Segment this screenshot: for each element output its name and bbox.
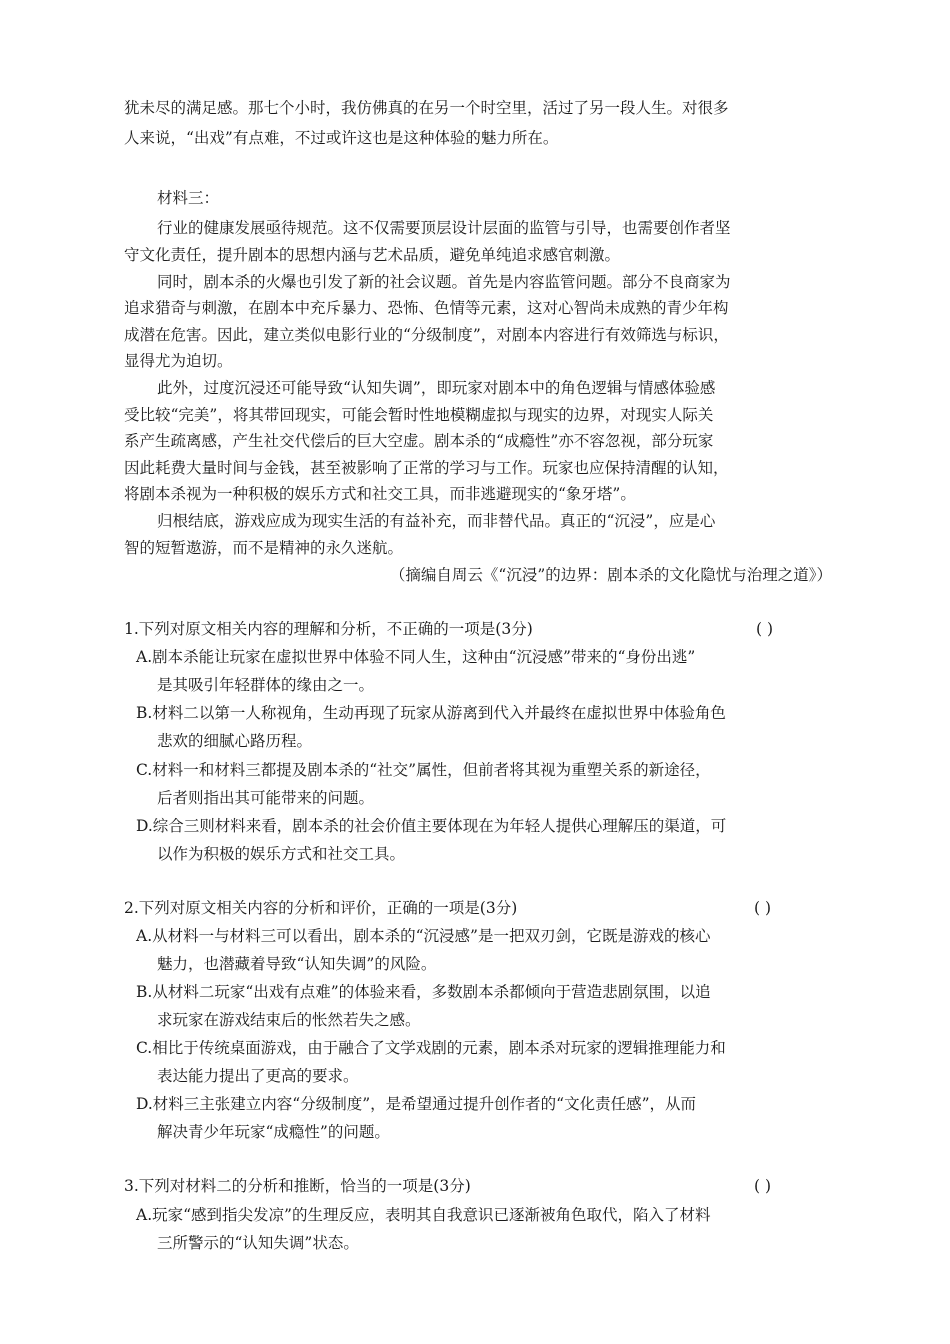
option-a-cont: 是其吸引年轻群体的缘由之一。 [157, 676, 375, 694]
material3-line: 守文化责任，提升剧本的思想内涵与艺术品质，避免单纯追求感官刺激。 [124, 246, 621, 264]
continued-line: 人来说，“出戏”有点难，不过或许这也是这种体验的魅力所在。 [124, 129, 559, 147]
question-stem: 2.下列对原文相关内容的分析和评价，正确的一项是(3分) [124, 899, 518, 917]
option-d-cont: 解决青少年玩家“成瘾性”的问题。 [157, 1123, 390, 1141]
option-b-cont: 悲欢的细腻心路历程。 [157, 732, 313, 750]
option-a: A.从材料一与材料三可以看出，剧本杀的“沉浸感”是一把双刃剑，它既是游戏的核心 [136, 927, 711, 945]
material3-line: 将剧本杀视为一种积极的娱乐方式和社交工具，而非逃避现实的“象牙塔”。 [124, 485, 636, 503]
option-c-cont: 表达能力提出了更高的要求。 [157, 1067, 359, 1085]
option-a-cont: 魅力，也潜藏着导致“认知失调”的风险。 [157, 955, 437, 973]
material3-line: 成潜在危害。因此，建立类似电影行业的“分级制度”，对剧本内容进行有效筛选与标识， [124, 326, 729, 344]
material3-line: 系产生疏离感，产生社交代偿后的巨大空虚。剧本杀的“成瘾性”亦不容忽视，部分玩家 [124, 432, 714, 450]
option-a: A.剧本杀能让玩家在虚拟世界中体验不同人生，这种由“沉浸感”带来的“身份出逃” [136, 648, 696, 666]
option-a-cont: 三所警示的“认知失调”状态。 [157, 1234, 359, 1252]
material3-line: 受比较“完美”，将其带回现实，可能会暂时性地模糊虚拟与现实的边界，对现实人际关 [124, 406, 714, 424]
material3-line: 追求猎奇与刺激，在剧本中充斥暴力、恐怖、色情等元素，这对心智尚未成熟的青少年构 [124, 299, 729, 317]
material3-line: 显得尤为迫切。 [124, 352, 233, 370]
option-b: B.从材料二玩家“出戏有点难”的体验来看，多数剧本杀都倾向于营造悲剧氛围，以追 [136, 983, 711, 1001]
continued-line: 犹未尽的满足感。那七个小时，我仿佛真的在另一个时空里，活过了另一段人生。对很多 [124, 99, 729, 117]
material3-source: （摘编自周云《“沉浸”的边界：剧本杀的文化隐忧与治理之道》） [389, 566, 832, 584]
option-b: B.材料二以第一人称视角，生动再现了玩家从游离到代入并最终在虚拟世界中体验角色 [136, 704, 726, 722]
material3-line: 归根结底，游戏应成为现实生活的有益补充，而非替代品。真正的“沉浸”，应是心 [157, 512, 716, 530]
option-d: D.综合三则材料来看，剧本杀的社会价值主要体现在为年轻人提供心理解压的渠道，可 [136, 817, 727, 835]
option-c: C.相比于传统桌面游戏，由于融合了文学戏剧的元素，剧本杀对玩家的逻辑推理能力和 [136, 1039, 726, 1057]
material3-line: 同时，剧本杀的火爆也引发了新的社会议题。首先是内容监管问题。部分不良商家为 [157, 273, 731, 291]
option-d-cont: 以作为积极的娱乐方式和社交工具。 [157, 845, 406, 863]
question-stem: 1.下列对原文相关内容的理解和分析，不正确的一项是(3分) [124, 620, 533, 638]
option-a: A.玩家“感到指尖发凉”的生理反应，表明其自我意识已逐渐被角色取代，陷入了材料 [136, 1206, 711, 1224]
question-stem: 3.下列对材料二的分析和推断，恰当的一项是(3分) [124, 1177, 471, 1195]
material3-heading: 材料三： [157, 189, 220, 207]
material3-line: 行业的健康发展亟待规范。这不仅需要顶层设计层面的监管与引导，也需要创作者坚 [157, 219, 731, 237]
option-d: D.材料三主张建立内容“分级制度”，是希望通过提升创作者的“文化责任感”，从而 [136, 1095, 697, 1113]
material3-line: 智的短暂遨游，而不是精神的永久迷航。 [124, 539, 404, 557]
material3-line: 因此耗费大量时间与金钱，甚至被影响了正常的学习与工作。玩家也应保持清醒的认知， [124, 459, 729, 477]
answer-parentheses: ( ) [754, 1177, 772, 1195]
option-c-cont: 后者则指出其可能带来的问题。 [157, 789, 375, 807]
answer-parentheses: ( ) [754, 899, 772, 917]
option-b-cont: 求玩家在游戏结束后的怅然若失之感。 [157, 1011, 421, 1029]
option-c: C.材料一和材料三都提及剧本杀的“社交”属性，但前者将其视为重塑关系的新途径， [136, 761, 711, 779]
answer-parentheses: ( ) [756, 620, 774, 638]
material3-line: 此外，过度沉浸还可能导致“认知失调”，即玩家对剧本中的角色逻辑与情感体验感 [157, 379, 716, 397]
